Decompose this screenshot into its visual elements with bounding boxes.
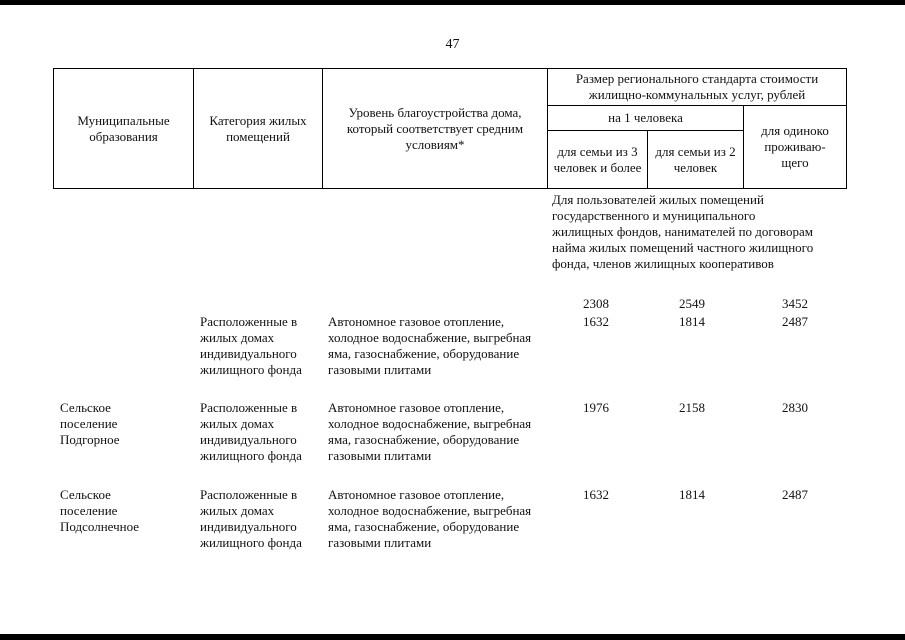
header-family-2: для семьи из 2 человек [647, 130, 744, 189]
row-category: Расположенные в жилых домах индивидуального жилищного фонда [200, 487, 302, 550]
page-number: 47 [445, 37, 460, 52]
section-value-family2: 2549 [679, 296, 705, 311]
row-value-family2: 1814 [679, 314, 705, 329]
row-value-single: 2487 [782, 314, 808, 329]
row-level: Автономное газовое отопление, холодное водоснабжение, выгребная яма, газоснабжение, оборудование газовыми плитами [328, 487, 532, 550]
header-category: Категория жилых помещений [193, 68, 323, 189]
header-single: для одиноко проживаю-щего [743, 105, 847, 189]
top-border [0, 0, 905, 5]
section-value-family3: 2308 [583, 296, 609, 311]
header-family-3: для семьи из 3 человек и более [547, 130, 648, 189]
row-municipality: Сельское поселение Подсолнечное [60, 487, 140, 534]
row-municipality: Сельское поселение Подгорное [60, 400, 120, 447]
header-standard-size: Размер регионального стандарта стоимости жилищно-коммунальных услуг, рублей [547, 68, 847, 106]
row-level: Автономное газовое отопление, холодное водоснабжение, выгребная яма, газоснабжение, оборудование газовыми плитами [328, 314, 532, 377]
row-value-family3: 1632 [583, 487, 609, 502]
row-value-single: 2487 [782, 487, 808, 502]
row-category: Расположенные в жилых домах индивидуального жилищного фонда [200, 400, 302, 463]
header-municipality: Муниципальные образования [53, 68, 194, 189]
row-value-family3: 1632 [583, 314, 609, 329]
section-title: Для пользователей жилых помещений государственного и муниципального жилищных фондов, нанимателей по договорам найма жилых помещений частного жилищного фонда, членов жилищных кооперативов [552, 192, 814, 271]
bottom-border [0, 634, 905, 640]
section-value-single: 3452 [782, 296, 808, 311]
header-per-person: на 1 человека [547, 105, 744, 131]
row-category: Расположенные в жилых домах индивидуального жилищного фонда [200, 314, 302, 377]
row-value-family3: 1976 [583, 400, 609, 415]
row-value-single: 2830 [782, 400, 808, 415]
row-value-family2: 1814 [679, 487, 705, 502]
row-level: Автономное газовое отопление, холодное водоснабжение, выгребная яма, газоснабжение, оборудование газовыми плитами [328, 400, 532, 463]
row-value-family2: 2158 [679, 400, 705, 415]
header-improvement-level: Уровень благоустройства дома, который соответствует средним условиям* [322, 68, 548, 189]
